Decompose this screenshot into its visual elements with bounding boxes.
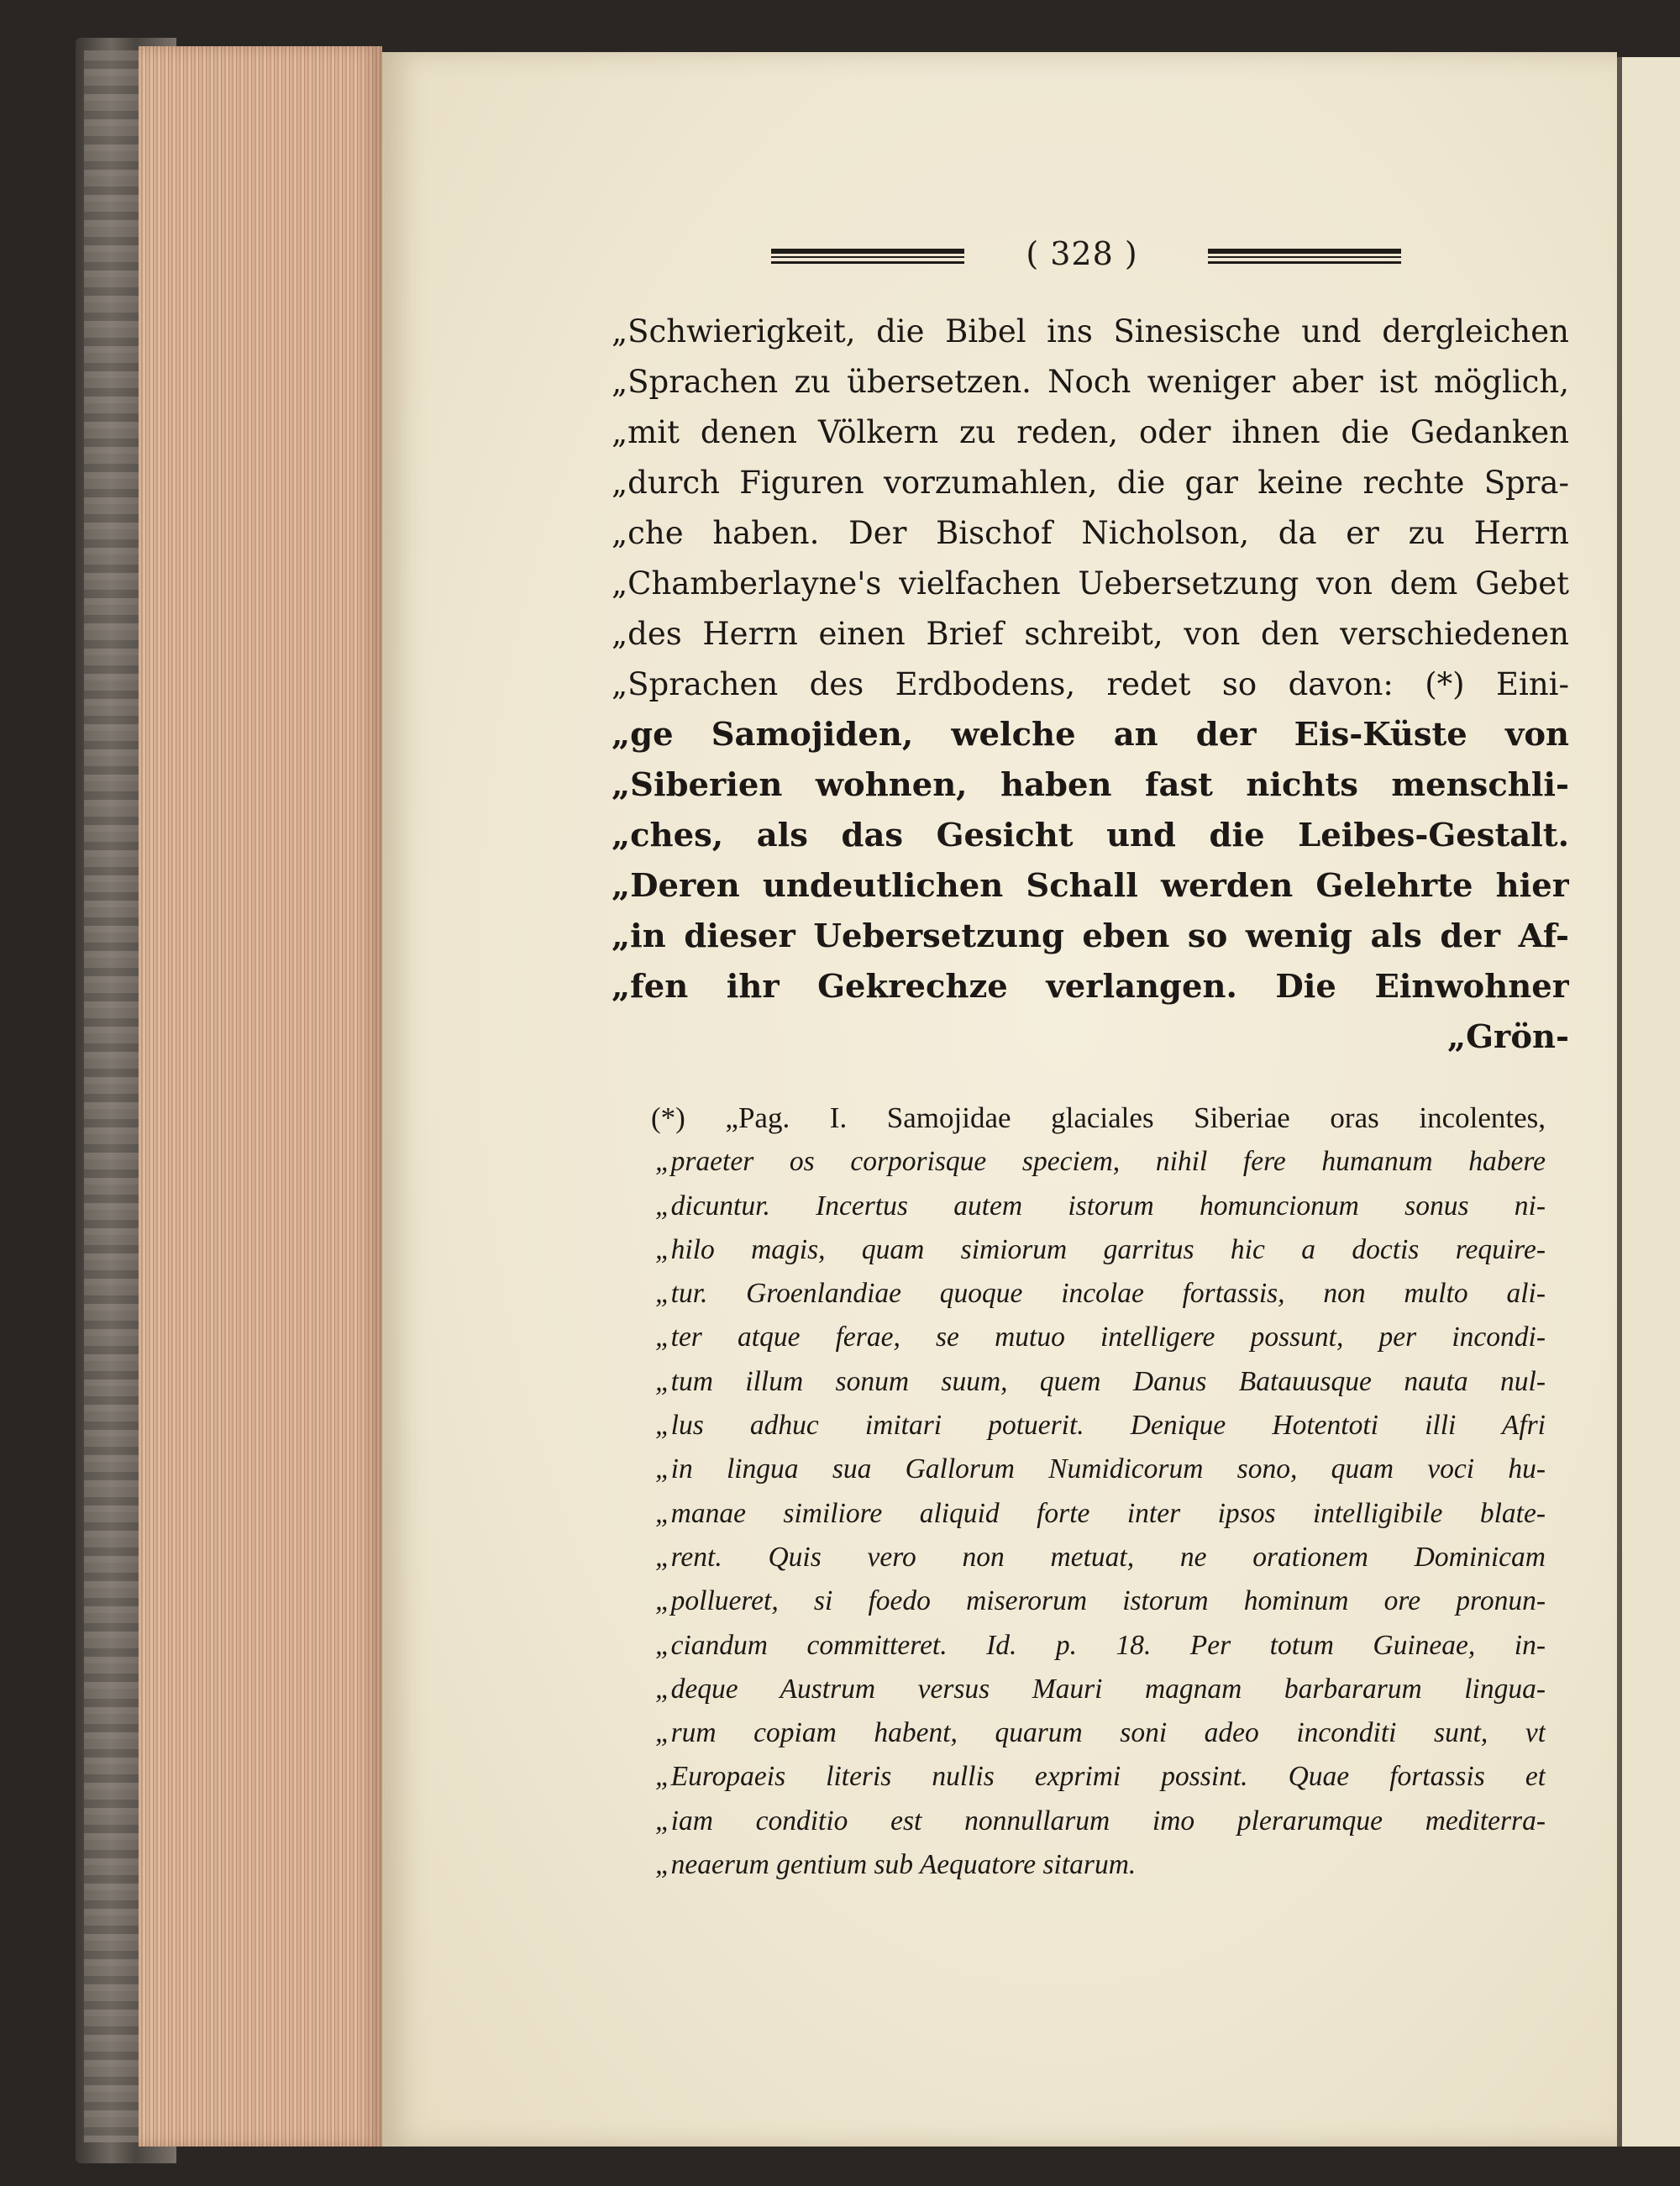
page-edges	[139, 46, 382, 2147]
footnote-line: „tum illum sonum suum, quem Danus Batauusque nauta nul-	[655, 1365, 1546, 1397]
page-header	[763, 235, 1401, 274]
footnote-line: „manae similiore aliquid forte inter ipsos intelligibile blate-	[655, 1497, 1546, 1529]
facing-page-edge	[1617, 57, 1680, 2147]
text-line-emphasis: „in dieser Uebersetzung eben so wenig als der Af-	[612, 917, 1569, 955]
footnote-line: „deque Austrum versus Mauri magnam barbararum lingua-	[655, 1673, 1546, 1705]
header-rule-left	[771, 249, 964, 264]
footnote-line: „rent. Quis vero non metuat, ne orationem Dominicam	[655, 1541, 1546, 1573]
page-number: ( 328 )	[1026, 235, 1138, 272]
footnote-line: „rum copiam habent, quarum soni adeo inconditi sunt, vt	[655, 1717, 1546, 1749]
cover-spine-texture	[84, 50, 143, 2142]
footnote-line: „ter atque ferae, se mutuo intelligere possunt, per incondi-	[655, 1322, 1546, 1353]
text-line: „mit denen Völkern zu reden, oder ihnen die Gedanken	[612, 414, 1569, 450]
footnote-line: „Europaeis literis nullis exprimi possint. Quae fortassis et	[655, 1761, 1546, 1793]
footnote-line: „hilo magis, quam simiorum garritus hic a doctis require-	[655, 1233, 1546, 1265]
text-line-emphasis: „ches, als das Gesicht und die Leibes-Gestalt.	[612, 817, 1569, 854]
text-line: „des Herrn einen Brief schreibt, von den verschiedenen	[612, 616, 1569, 652]
footnote-line: „praeter os corporisque speciem, nihil fere humanum habere	[655, 1146, 1546, 1178]
footnote-line: „iam conditio est nonnullarum imo plerarumque mediterra-	[655, 1805, 1546, 1837]
footnote-line: „tur. Groenlandiae quoque incolae fortassis, non multo ali-	[655, 1278, 1546, 1310]
header-rule-right	[1208, 249, 1401, 264]
text-line: „che haben. Der Bischof Nicholson, da er zu Herrn	[612, 515, 1569, 551]
text-line: „Sprachen des Erdbodens, redet so davon: (*) Eini-	[612, 666, 1569, 702]
text-line-emphasis: „ge Samojiden, welche an der Eis-Küste von	[612, 716, 1569, 754]
footnote-line: „ciandum committeret. Id. p. 18. Per totum Guineae, in-	[655, 1629, 1546, 1661]
text-line-emphasis: „fen ihr Gekrechze verlangen. Die Einwohner	[612, 968, 1569, 1006]
text-line: „Chamberlayne's vielfachen Uebersetzung von dem Gebet	[612, 565, 1569, 602]
text-line: „durch Figuren vorzumahlen, die gar keine rechte Spra-	[612, 465, 1569, 501]
main-text	[612, 307, 1569, 1063]
footnote-line: (*) „Pag. I. Samojidae glaciales Siberiae oras incolentes,	[651, 1101, 1546, 1134]
footnote-line: „dicuntur. Incertus autem istorum homuncionum sonus ni-	[655, 1190, 1546, 1222]
catchword: „Grön-	[1447, 1018, 1569, 1056]
footnote-line: „neaerum gentium sub Aequatore sitarum.	[655, 1849, 1137, 1881]
footnote	[651, 1096, 1546, 1887]
text-line-emphasis: „Deren undeutlichen Schall werden Gelehrte hier	[612, 867, 1569, 905]
footnote-line: „lus adhuc imitari potuerit. Denique Hotentoti illi Afri	[655, 1410, 1546, 1442]
text-line-emphasis: „Siberien wohnen, haben fast nichts menschli-	[612, 766, 1569, 804]
text-line: „Schwierigkeit, die Bibel ins Sinesische und dergleichen	[612, 313, 1569, 349]
footnote-line: „in lingua sua Gallorum Numidicorum sono, quam voci hu-	[655, 1453, 1546, 1485]
footnote-line: „pollueret, si foedo miserorum istorum hominum ore pronun-	[655, 1585, 1546, 1617]
text-line: „Sprachen zu übersetzen. Noch weniger aber ist möglich,	[612, 364, 1569, 400]
